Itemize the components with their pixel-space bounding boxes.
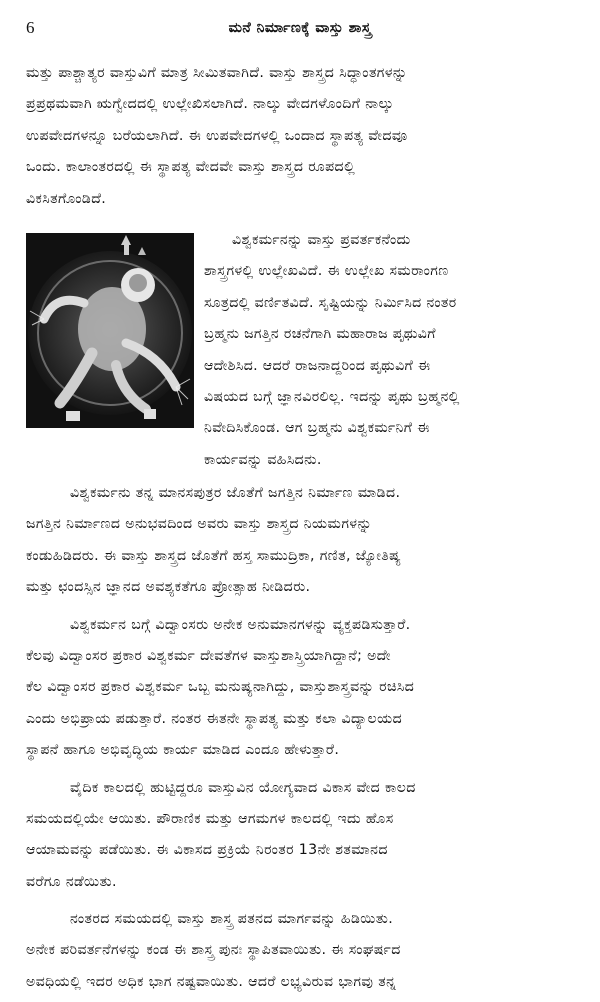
text-line: ವೈದಿಕ ಕಾಲದಲ್ಲಿ ಹುಟ್ಟಿದ್ದರೂ ವಾಸ್ತುವಿನ ಯೋಗ್ಯವಾದ ವಿಕಾಸ ವೇದ ಕಾಲದ: [70, 779, 416, 796]
text-line: ವಿಷಯದ ಬಗ್ಗೆ ಜ್ಞಾನವಿರಲಿಲ್ಲ. ಇದನ್ನು ಪೃಥು ಬ್ರಹ್ಮನಲ್ಲಿ: [204, 388, 460, 405]
intro-paragraph: [26, 58, 586, 215]
text-line: ಅವಧಿಯಲ್ಲಿ ಇದರ ಅಧಿಕ ಭಾಗ ನಷ್ಟವಾಯಿತು. ಆದರೆ ಲಭ್ಯವಿರುವ ಭಾಗವು ತನ್ನ: [26, 973, 397, 990]
text-line: ಆದೇಶಿಸಿದ. ಆದರೆ ರಾಜನಾದ್ದರಿಂದ ಪೃಥುವಿಗೆ ಈ: [204, 357, 431, 374]
text-line: ಸ್ಥಾಪನೆ ಹಾಗೂ ಅಭಿವೃದ್ಧಿಯ ಕಾರ್ಯ ಮಾಡಿದ ಎಂದೂ ಹೇಳುತ್ತಾರೆ.: [26, 742, 340, 759]
text-line: ಪ್ರಪ್ರಥಮವಾಗಿ ಋಗ್ವೇದದಲ್ಲಿ ಉಲ್ಲೇಖಿಸಲಾಗಿದೆ. ನಾಲ್ಕು ವೇದಗಳೊಂದಿಗೆ ನಾಲ್ಕು: [26, 96, 394, 113]
paragraph: [26, 478, 586, 604]
text-line: ವಿಶ್ವಕರ್ಮನನ್ನು ವಾಸ್ತು ಪ್ರವರ್ತಕನೆಂದು: [232, 232, 411, 248]
paragraph: [26, 610, 586, 767]
page-number: 6: [26, 18, 35, 37]
text-line: ಎಂದು ಅಭಿಪ್ರಾಯ ಪಡುತ್ತಾರೆ. ನಂತರ ಈತನೇ ಸ್ಥಾಪತ್ಯ ಮತ್ತು ಕಲಾ ವಿದ್ಯಾಲಯದ: [26, 710, 403, 727]
text-line: ಒಂದು. ಕಾಲಾಂತರದಲ್ಲಿ ಈ ಸ್ಥಾಪತ್ಯ ವೇದವೇ ವಾಸ್ತು ಶಾಸ್ತ್ರದ ರೂಪದಲ್ಲಿ: [26, 159, 356, 176]
text-line: ಕಾರ್ಯವನ್ನು ವಹಿಸಿದನು.: [204, 451, 322, 468]
text-line: ಉಪವೇದಗಳನ್ನೂ ಬರೆಯಲಾಗಿದೆ. ಈ ಉಪವೇದಗಳಲ್ಲಿ ಒಂದಾದ ಸ್ಥಾಪತ್ಯ ವೇದವೂ: [26, 127, 408, 144]
text-line: ಸೂತ್ರದಲ್ಲಿ ವರ್ಣಿತವಿದೆ. ಸೃಷ್ಟಿಯನ್ನು ನಿರ್ಮಿಸಿದ ನಂತರ: [204, 294, 457, 311]
text-line: ಬ್ರಹ್ಮನು ಜಗತ್ತಿನ ರಚನೆಗಾಗಿ ಮಹಾರಾಜ ಪೃಥುವಿಗೆ: [204, 326, 436, 343]
text-line: ಕೆಲ ವಿದ್ವಾಂಸರ ಪ್ರಕಾರ ವಿಶ್ವಕರ್ಮ ಒಬ್ಬ ಮನುಷ್ಯನಾಗಿದ್ದು, ವಾಸ್ತುಶಾಸ್ತ್ರವನ್ನು ರಚಿಸಿದ: [26, 679, 415, 696]
text-line: ವಿಶ್ವಕರ್ಮನ ಬಗ್ಗೆ ವಿದ್ವಾಂಸರು ಅನೇಕ ಅನುಮಾನಗಳನ್ನು ವ್ಯಕ್ತಪಡಿಸುತ್ತಾರೆ.: [70, 616, 411, 633]
paragraph: [26, 773, 586, 899]
vishwakarma-image: [26, 233, 194, 428]
vishwakarma-paragraph: [204, 225, 586, 476]
text-line: ಮತ್ತು ಛಂದಸ್ಸಿನ ಜ್ಞಾನದ ಅವಶ್ಯಕತೆಗೂ ಪ್ರೋತ್ಸಾಹ ನೀಡಿದರು.: [26, 579, 311, 596]
body-paragraphs: [26, 478, 586, 998]
text-line: ಮತ್ತು ಪಾಶ್ಚಾತ್ಯರ ವಾಸ್ತುವಿಗೆ ಮಾತ್ರ ಸೀಮಿತವಾಗಿದೆ. ವಾಸ್ತು ಶಾಸ್ತ್ರದ ಸಿದ್ಧಾಂತಗಳನ್ನು: [26, 65, 408, 81]
running-title: ಮನೆ ನಿರ್ಮಾಣಕ್ಕೆ ವಾಸ್ತು ಶಾಸ್ತ್ರ: [228, 20, 372, 36]
text-line: ಶಾಸ್ತ್ರಗಳಲ್ಲಿ ಉಲ್ಲೇಖವಿದೆ. ಈ ಉಲ್ಲೇಖ ಸಮರಾಂಗಣ: [204, 263, 449, 280]
text-line: ವರೆಗೂ ನಡೆಯಿತು.: [26, 873, 117, 890]
paragraph: [26, 904, 586, 998]
text-line: ವಿಶ್ವಕರ್ಮನು ತನ್ನ ಮಾನಸಪುತ್ರರ ಜೊತೆಗೆ ಜಗತ್ತಿನ ನಿರ್ಮಾಣ ಮಾಡಿದ.: [70, 485, 401, 501]
text-line: ಅನೇಕ ಪರಿವರ್ತನೆಗಳನ್ನು ಕಂಡ ಈ ಶಾಸ್ತ್ರ ಪುನಃ ಸ್ಥಾಪಿತವಾಯಿತು. ಈ ಸಂಘರ್ಷದ: [26, 942, 401, 959]
text-line: ಆಯಾಮವನ್ನು ಪಡೆಯಿತು. ಈ ವಿಕಾಸದ ಪ್ರಕ್ರಿಯೆ ನಿರಂತರ 13ನೇ ಶತಮಾನದ: [26, 842, 388, 859]
text-line: ವಿಕಸಿತಗೊಂಡಿದೆ.: [26, 190, 107, 207]
text-line: ನಂತರದ ಸಮಯದಲ್ಲಿ ವಾಸ್ತು ಶಾಸ್ತ್ರ ಪತನದ ಮಾರ್ಗವನ್ನು ಹಿಡಿಯಿತು.: [70, 911, 394, 928]
text-line: ಜಗತ್ತಿನ ನಿರ್ಮಾಣದ ಅನುಭವದಿಂದ ಅವರು ವಾಸ್ತು ಶಾಸ್ತ್ರದ ನಿಯಮಗಳನ್ನು: [26, 516, 373, 533]
text-line: ಸಮಯದಲ್ಲಿಯೇ ಆಯಿತು. ಪೌರಾಣಿಕ ಮತ್ತು ಆಗಮಗಳ ಕಾಲದಲ್ಲಿ ಇದು ಹೊಸ: [26, 810, 394, 827]
text-line: ಕಂಡುಹಿಡಿದರು. ಈ ವಾಸ್ತು ಶಾಸ್ತ್ರದ ಜೊತೆಗೆ ಹಸ್ತ ಸಾಮುದ್ರಿಕಾ, ಗಣಿತ, ಜ್ಯೋತಿಷ್ಯ: [26, 547, 402, 564]
text-line: ನಿವೇದಿಸಿಕೊಂಡ. ಆಗ ಬ್ರಹ್ಮನು ವಿಶ್ವಕರ್ಮನಿಗೆ ಈ: [204, 420, 430, 437]
text-line: ಕೆಲವು ವಿದ್ವಾಂಸರ ಪ್ರಕಾರ ವಿಶ್ವಕರ್ಮ ದೇವತೆಗಳ ವಾಸ್ತುಶಾಸ್ತ್ರಿಯಾಗಿದ್ದಾನೆ; ಅದೇ: [26, 647, 391, 664]
vishwakarma-illustration: [26, 233, 194, 428]
